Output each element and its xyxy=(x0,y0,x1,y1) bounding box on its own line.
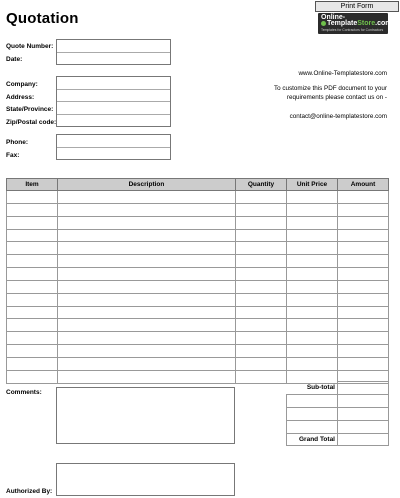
items-table xyxy=(6,178,389,384)
cell-quantity[interactable] xyxy=(236,345,287,358)
column-header-description: Description xyxy=(58,179,236,191)
totals-field[interactable] xyxy=(338,407,389,420)
column-header-unit-price: Unit Price xyxy=(287,179,338,191)
totals-row xyxy=(287,382,389,395)
cell-description[interactable] xyxy=(58,332,236,345)
column-header-item: Item xyxy=(7,179,58,191)
grand-total-field[interactable] xyxy=(338,433,389,446)
table-header-row xyxy=(7,179,389,191)
cell-unit-price[interactable] xyxy=(287,242,338,255)
table-row xyxy=(7,203,389,216)
cell-unit-price[interactable] xyxy=(287,229,338,242)
cell-item[interactable] xyxy=(7,255,58,268)
cell-item[interactable] xyxy=(7,216,58,229)
logo-text-store: Store xyxy=(357,20,376,27)
subtotal-field[interactable] xyxy=(338,382,389,395)
cell-unit-price[interactable] xyxy=(287,268,338,281)
totals-field[interactable] xyxy=(338,394,389,407)
cell-item[interactable] xyxy=(7,293,58,306)
table-row xyxy=(7,268,389,281)
totals-table xyxy=(286,381,389,446)
cell-unit-price[interactable] xyxy=(287,319,338,332)
cell-unit-price[interactable] xyxy=(287,280,338,293)
cell-description[interactable] xyxy=(58,319,236,332)
cell-amount[interactable] xyxy=(338,280,389,293)
cell-description[interactable] xyxy=(58,255,236,268)
cell-quantity[interactable] xyxy=(236,332,287,345)
contact-email-text: contact@online-templatestore.com xyxy=(289,113,387,120)
logo-text-main xyxy=(321,20,391,28)
comments-label: Comments: xyxy=(6,389,42,396)
cell-amount[interactable] xyxy=(338,229,389,242)
phone-label: Phone: xyxy=(6,139,29,146)
table-row xyxy=(7,280,389,293)
comments-field[interactable] xyxy=(56,387,235,444)
website-text: www.Online-Templatestore.com xyxy=(298,70,387,77)
cell-item[interactable] xyxy=(7,332,58,345)
field-divider xyxy=(57,52,170,53)
table-row xyxy=(7,242,389,255)
logo-text-com: .com xyxy=(375,20,392,27)
cell-unit-price[interactable] xyxy=(287,306,338,319)
cell-amount[interactable] xyxy=(338,268,389,281)
cell-amount[interactable] xyxy=(338,255,389,268)
grand-total-label: Grand Total xyxy=(287,433,338,446)
totals-row xyxy=(287,394,389,407)
cell-quantity[interactable] xyxy=(236,255,287,268)
field-divider xyxy=(57,101,170,102)
authorized-by-field[interactable] xyxy=(56,463,235,496)
cell-item[interactable] xyxy=(7,370,58,383)
totals-row xyxy=(287,407,389,420)
state-label: State/Province: xyxy=(6,106,54,113)
cell-amount[interactable] xyxy=(338,357,389,370)
table-row xyxy=(7,345,389,358)
date-label: Date: xyxy=(6,56,23,63)
cell-amount[interactable] xyxy=(338,242,389,255)
cell-description[interactable] xyxy=(58,268,236,281)
totals-spacer xyxy=(287,420,338,433)
cell-quantity[interactable] xyxy=(236,370,287,383)
page-title: Quotation xyxy=(6,10,79,27)
cell-description[interactable] xyxy=(58,280,236,293)
column-header-quantity: Quantity xyxy=(236,179,287,191)
logo-text-top: Online- xyxy=(321,14,346,21)
totals-spacer xyxy=(287,407,338,420)
cell-amount[interactable] xyxy=(338,332,389,345)
cell-item[interactable] xyxy=(7,280,58,293)
field-divider xyxy=(57,89,170,90)
cell-quantity[interactable] xyxy=(236,319,287,332)
table-row xyxy=(7,229,389,242)
cell-unit-price[interactable] xyxy=(287,255,338,268)
cell-unit-price[interactable] xyxy=(287,357,338,370)
cell-amount[interactable] xyxy=(338,345,389,358)
cell-quantity[interactable] xyxy=(236,191,287,204)
cell-description[interactable] xyxy=(58,216,236,229)
field-divider xyxy=(57,114,170,115)
logo-tagline: Templates for Contractors for Contractors xyxy=(321,28,384,32)
cell-item[interactable] xyxy=(7,345,58,358)
cell-item[interactable] xyxy=(7,319,58,332)
cell-amount[interactable] xyxy=(338,319,389,332)
cell-description[interactable] xyxy=(58,306,236,319)
cell-description[interactable] xyxy=(58,357,236,370)
cell-quantity[interactable] xyxy=(236,293,287,306)
table-row xyxy=(7,357,389,370)
cell-amount[interactable] xyxy=(338,216,389,229)
table-row xyxy=(7,306,389,319)
cell-unit-price[interactable] xyxy=(287,332,338,345)
print-form-button[interactable]: Print Form xyxy=(315,1,399,12)
table-row xyxy=(7,293,389,306)
cell-description[interactable] xyxy=(58,203,236,216)
cell-unit-price[interactable] xyxy=(287,191,338,204)
field-divider xyxy=(57,147,170,148)
cell-description[interactable] xyxy=(58,370,236,383)
table-row xyxy=(7,255,389,268)
fax-label: Fax: xyxy=(6,152,20,159)
cell-quantity[interactable] xyxy=(236,203,287,216)
cell-description[interactable] xyxy=(58,191,236,204)
cell-amount[interactable] xyxy=(338,191,389,204)
cell-quantity[interactable] xyxy=(236,229,287,242)
cell-amount[interactable] xyxy=(338,203,389,216)
cell-quantity[interactable] xyxy=(236,216,287,229)
totals-row xyxy=(287,420,389,433)
cell-unit-price[interactable] xyxy=(287,216,338,229)
totals-row xyxy=(287,433,389,446)
cell-amount[interactable] xyxy=(338,293,389,306)
subtotal-label: Sub-total xyxy=(287,382,338,395)
customize-text-line1: To customize this PDF document to your xyxy=(273,85,387,92)
cell-description[interactable] xyxy=(58,229,236,242)
zip-label: Zip/Postal code: xyxy=(6,119,57,126)
address-field-box[interactable] xyxy=(56,76,171,127)
cell-quantity[interactable] xyxy=(236,280,287,293)
table-row xyxy=(7,319,389,332)
cell-description[interactable] xyxy=(58,242,236,255)
quote-date-field-box[interactable] xyxy=(56,39,171,65)
cell-description[interactable] xyxy=(58,293,236,306)
company-logo xyxy=(318,13,392,34)
table-row xyxy=(7,216,389,229)
totals-spacer xyxy=(287,394,338,407)
cell-unit-price[interactable] xyxy=(287,293,338,306)
logo-text-template: Template xyxy=(327,20,358,27)
customize-text-line2: requirements please contact us on - xyxy=(286,94,387,101)
phone-fax-field-box[interactable] xyxy=(56,134,171,160)
cell-unit-price[interactable] xyxy=(287,345,338,358)
column-header-amount: Amount xyxy=(338,179,389,191)
cell-item[interactable] xyxy=(7,191,58,204)
quote-number-label: Quote Number: xyxy=(6,43,54,50)
logo-dot-icon xyxy=(321,21,326,26)
cell-item[interactable] xyxy=(7,229,58,242)
cell-item[interactable] xyxy=(7,357,58,370)
cell-amount[interactable] xyxy=(338,306,389,319)
cell-quantity[interactable] xyxy=(236,306,287,319)
cell-unit-price[interactable] xyxy=(287,203,338,216)
totals-field[interactable] xyxy=(338,420,389,433)
cell-item[interactable] xyxy=(7,203,58,216)
table-row xyxy=(7,191,389,204)
cell-item[interactable] xyxy=(7,268,58,281)
cell-description[interactable] xyxy=(58,345,236,358)
table-row xyxy=(7,332,389,345)
cell-quantity[interactable] xyxy=(236,357,287,370)
cell-quantity[interactable] xyxy=(236,268,287,281)
address-label: Address: xyxy=(6,94,35,101)
cell-quantity[interactable] xyxy=(236,242,287,255)
authorized-by-label: Authorized By: xyxy=(6,488,53,495)
company-label: Company: xyxy=(6,81,38,88)
cell-item[interactable] xyxy=(7,242,58,255)
cell-item[interactable] xyxy=(7,306,58,319)
